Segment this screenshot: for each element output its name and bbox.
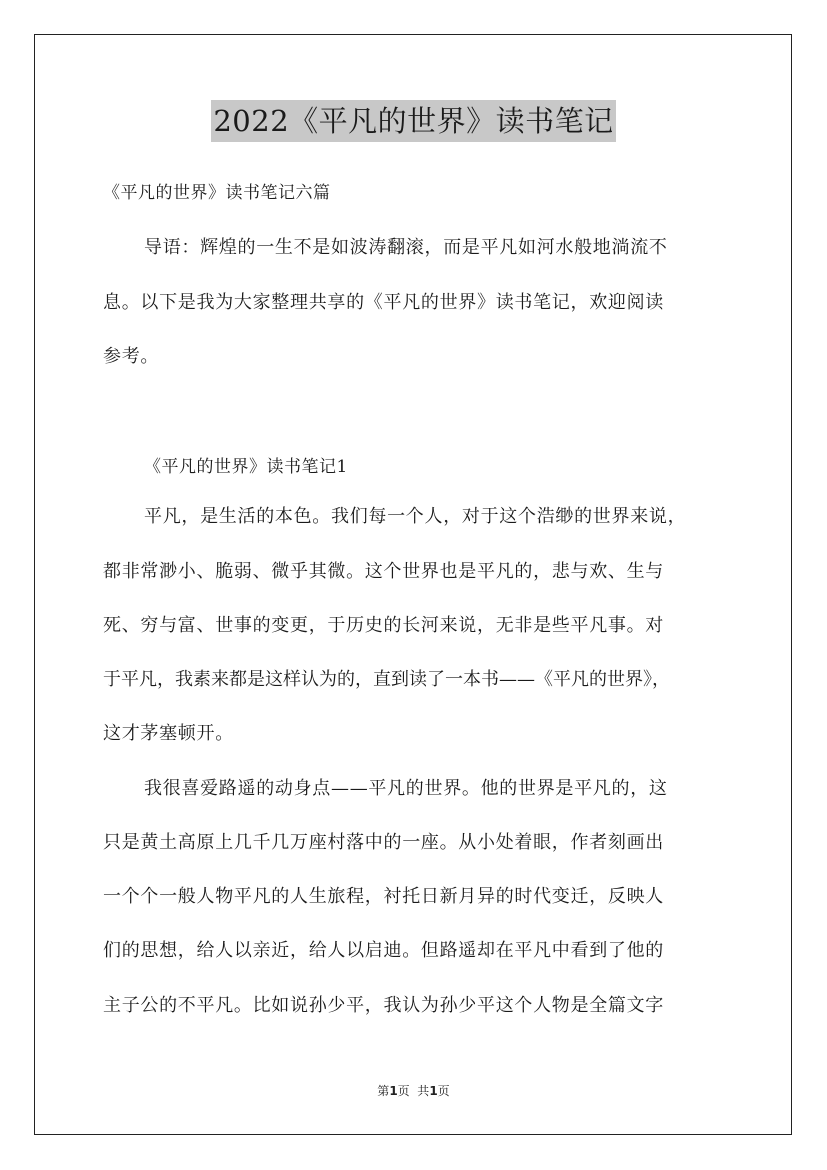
footer-suffix: 页 xyxy=(437,1084,450,1098)
document-title-wrapper xyxy=(0,100,827,142)
intro-line: 参考。 xyxy=(103,346,160,367)
footer-middle: 页 共 xyxy=(397,1084,430,1098)
paragraph-line: 我很喜爱路遥的动身点——平凡的世界。他的世界是平凡的，这 xyxy=(144,778,668,799)
paragraph-line: 这才茅塞顿开。 xyxy=(103,723,234,744)
paragraph-line: 死、穷与富、世事的变更，于历史的长河来说，无非是些平凡事。对 xyxy=(103,615,664,636)
footer-page-current: 1 xyxy=(389,1084,398,1098)
paragraph-line: 都非常渺小、脆弱、微乎其微。这个世界也是平凡的，悲与欢、生与 xyxy=(103,561,664,582)
paragraph-line: 主子公的不平凡。比如说孙少平，我认为孙少平这个人物是全篇文字 xyxy=(103,995,664,1016)
document-title: 2022《平凡的世界》读书笔记 xyxy=(211,100,615,142)
footer-page-total: 1 xyxy=(429,1084,438,1098)
paragraph-line: 于平凡，我素来都是这样认为的，直到读了一本书——《平凡的世界》， xyxy=(103,669,670,690)
intro-line: 导语：辉煌的一生不是如波涛翻滚，而是平凡如河水般地淌流不 xyxy=(144,237,668,258)
intro-line: 息。以下是我为大家整理共享的《平凡的世界》读书笔记，欢迎阅读 xyxy=(103,292,664,313)
paragraph-line: 平凡，是生活的本色。我们每一个人，对于这个浩缈的世界来说， xyxy=(144,506,687,527)
footer-prefix: 第 xyxy=(377,1084,390,1098)
paragraph-line: 们的思想，给人以亲近，给人以启迪。但路遥却在平凡中看到了他的 xyxy=(103,940,664,961)
paragraph-line: 一个个一般人物平凡的人生旅程，衬托日新月异的时代变迁，反映人 xyxy=(103,886,664,907)
paragraph-line: 只是黄土高原上几千几万座村落中的一座。从小处着眼，作者刻画出 xyxy=(103,832,664,853)
page-footer xyxy=(0,1082,827,1100)
document-subtitle: 《平凡的世界》读书笔记六篇 xyxy=(103,183,331,203)
section-heading: 《平凡的世界》读书笔记1 xyxy=(144,457,348,477)
